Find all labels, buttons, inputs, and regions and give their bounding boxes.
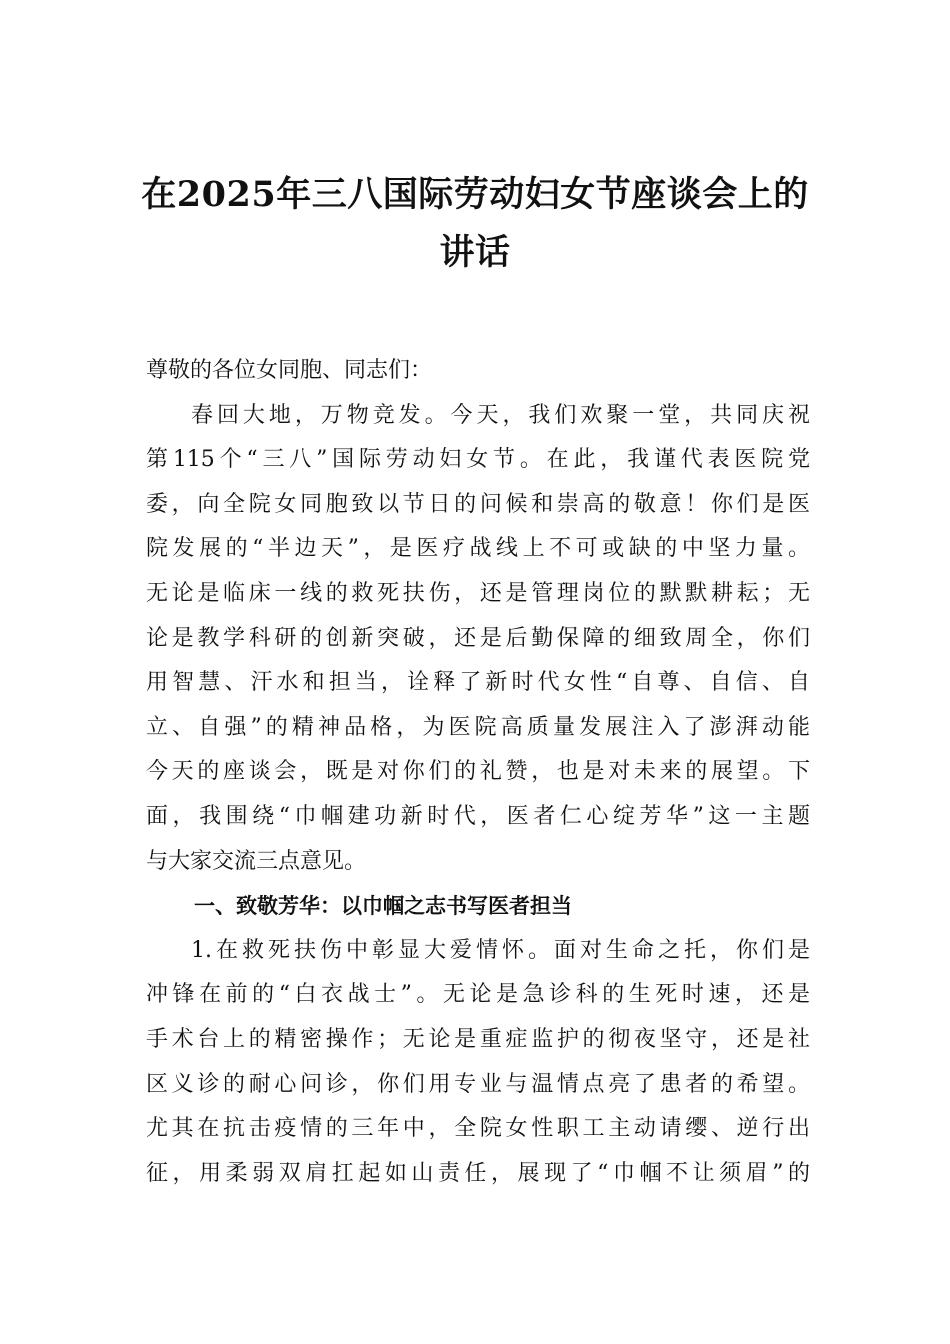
paragraph-line: 院发展的“半边天”，是医疗战线上不可或缺的中坚力量。 (146, 536, 810, 562)
paragraph-line: 无论是临床一线的救死扶伤，还是管理岗位的默默耕耘；无 (146, 580, 810, 606)
salutation: 尊敬的各位女同胞、同志们： (146, 358, 433, 383)
section-heading: 一、致敬芳华：以巾帼之志书写医者担当 (194, 894, 572, 919)
paragraph-line: 春回大地，万物竞发。今天，我们欢聚一堂，共同庆祝 (191, 402, 810, 428)
paragraph-line: 用智慧、汗水和担当，诠释了新时代女性“自尊、自信、自 (146, 670, 810, 696)
paragraph-line: 冲锋在前的“白衣战士”。无论是急诊科的生死时速，还是 (146, 982, 810, 1008)
paragraph-line: 论是教学科研的创新突破，还是后勤保障的细致周全，你们 (146, 625, 810, 651)
title-line-2: 讲话 (439, 232, 511, 273)
paragraph-line: 委，向全院女同胞致以节日的问候和崇高的敬意！你们是医 (146, 491, 810, 517)
title-line-1: 在2025年三八国际劳动妇女节座谈会上的 (141, 174, 809, 215)
paragraph-line: 征，用柔弱双肩扛起如山责任，展现了“巾帼不让须眉”的 (146, 1160, 810, 1186)
document-title (100, 166, 850, 282)
paragraph-line: 第115个“三八”国际劳动妇女节。在此，我谨代表医院党 (146, 447, 810, 473)
paragraph-line: 与大家交流三点意见。 (146, 848, 367, 874)
paragraph-line: 区义诊的耐心问诊，你们用专业与温情点亮了患者的希望。 (146, 1071, 810, 1097)
paragraph-line: 立、自强”的精神品格，为医院高质量发展注入了澎湃动能 (146, 714, 810, 740)
paragraph-line: 面，我围绕“巾帼建功新时代，医者仁心绽芳华”这一主题 (146, 803, 810, 829)
paragraph-line: 今天的座谈会，既是对你们的礼赞，也是对未来的展望。下 (146, 759, 810, 785)
document-body (146, 349, 810, 1196)
paragraph-line: 手术台上的精密操作；无论是重症监护的彻夜坚守，还是社 (146, 1026, 810, 1052)
paragraph-line: 尤其在抗击疫情的三年中，全院女性职工主动请缨、逆行出 (146, 1116, 810, 1142)
paragraph-line: 1.在救死扶伤中彰显大爱情怀。面对生命之托，你们是 (191, 937, 810, 963)
